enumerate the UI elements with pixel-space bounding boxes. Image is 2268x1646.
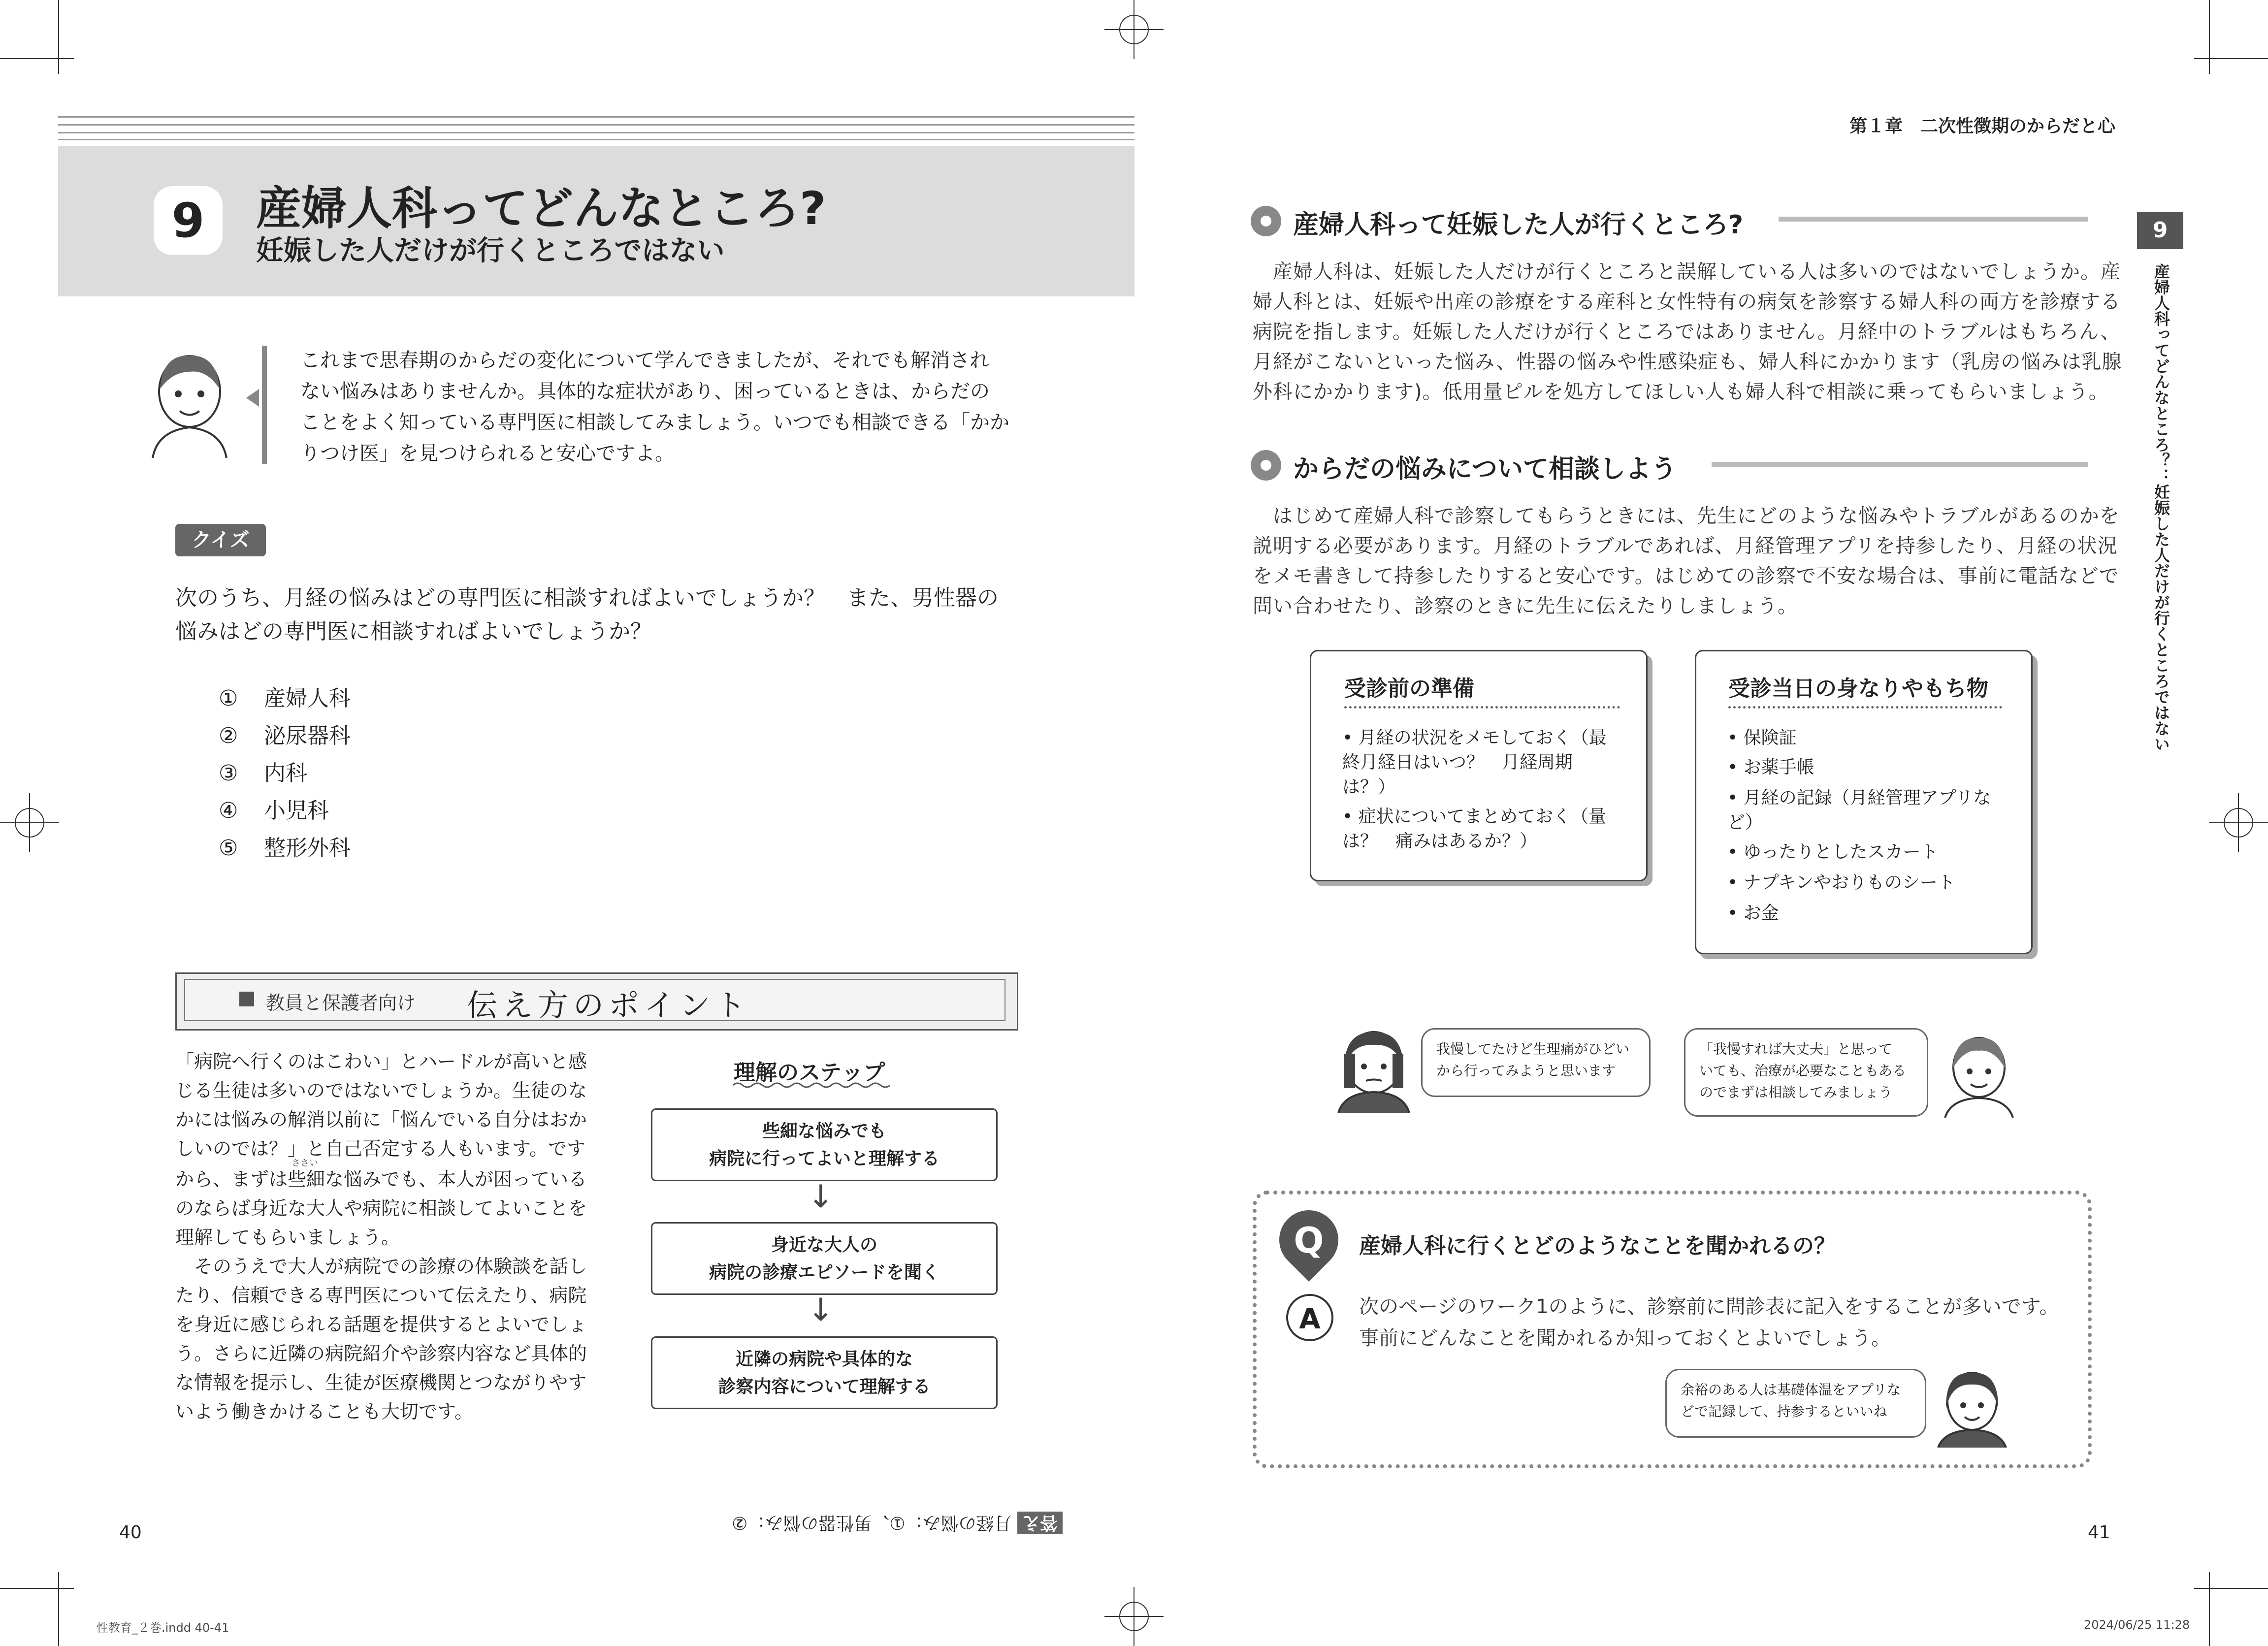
section-text-line: 婦人科とは、妊娠や出産の診療をする産科と女性特有の病気を診察する婦人科の両方を診療する: [1253, 290, 2121, 313]
chapter-header: 第１章 二次性徴期のからだと心: [1849, 116, 2116, 136]
speech-pointer: [246, 389, 259, 407]
points-body-line: たり、信頼できる専門医について伝えたり、病院: [175, 1285, 587, 1306]
section-heading: からだの悩みについて相談しよう: [1293, 454, 1677, 484]
prep-item: は？）: [1342, 777, 1396, 797]
step-box: 身近な大人の 病院の診療エピソードを聞く: [651, 1222, 998, 1295]
prep-item: • 症状についてまとめておく（量: [1342, 807, 1606, 827]
intro-text-line: りつけ医」を見つけられると安心ですよ。: [300, 442, 675, 465]
crop-mark: [58, 1572, 59, 1646]
crop-mark: [2209, 1572, 2210, 1646]
day-item: • ナプキンやおりものシート: [1727, 872, 1955, 893]
prep-card-title: 受診前の準備: [1344, 676, 1474, 701]
day-item: • 月経の記録（月経管理アプリな: [1727, 788, 1991, 808]
section-text-line: 説明する必要があります。月経のトラブルであれば、月経管理アプリを持参したり、月経の状況: [1253, 535, 2118, 557]
quiz-option: ③ 内科: [219, 761, 307, 786]
section-text-line: 病院を指します。妊娠した人だけが行くところではありません。月経中のトラブルはもちろん、: [1253, 321, 2121, 343]
points-body-line: じる生徒は多いのではないでしょうか。生徒のな: [175, 1080, 587, 1101]
header-stripe: [58, 132, 1134, 133]
side-tab-number: 9: [2137, 212, 2183, 249]
teacher-illustration: [148, 345, 231, 458]
day-item: • お薬手帳: [1727, 757, 1814, 777]
crop-mark: [2209, 0, 2210, 74]
section-bullet-icon: [1251, 450, 1281, 481]
page-number-right: 41: [2088, 1522, 2110, 1543]
tip-bubble: 余裕のある人は基礎体温をアプリな どで記録して、持参するといいね: [1665, 1369, 1926, 1438]
quiz-label: クイズ: [175, 524, 266, 556]
day-item: • 保険証: [1727, 728, 1797, 748]
header-stripe: [58, 139, 1134, 140]
quiz-option: ② 泌尿器科: [219, 723, 351, 748]
points-heading: 伝え方のポイント: [467, 987, 751, 1023]
quiz-option: ① 産婦人科: [219, 686, 351, 711]
teacher-illustration: [1942, 1029, 2016, 1118]
crop-mark: [0, 58, 74, 59]
section-rule: [1712, 462, 2088, 467]
prep-item: は？ 痛みはあるか？）: [1342, 831, 1538, 851]
speech-bubble: 我慢してたけど生理痛がひどい から行ってみようと思います: [1421, 1028, 1651, 1097]
points-body-line: しいのでは？」と自己否定する人もいます。です: [175, 1138, 585, 1160]
intro-text-line: ない悩みはありませんか。具体的な症状があり、困っているときは、からだの: [300, 380, 990, 403]
section-heading: 産婦人科って妊娠した人が行くところ?: [1293, 210, 1744, 240]
section-text-line: 月経がこないといった悩み、性器の悩みや性感染症も、婦人科にかかります（乳房の悩みは乳腺: [1253, 351, 2122, 373]
day-card-title: 受診当日の身なりやもち物: [1728, 676, 1988, 701]
square-bullet-icon: [239, 992, 254, 1006]
section-text-line: 問い合わせたり、診察のときに先生に伝えたりしましょう。: [1253, 595, 1798, 617]
quiz-option: ④ 小児科: [219, 798, 329, 823]
prep-item: 終月経日はいつ？ 月経周期: [1342, 752, 1573, 773]
header-stripe: [58, 116, 1134, 118]
points-body-line: な情報を提示し、生徒が医療機関とつながりやす: [175, 1372, 587, 1393]
intro-rule: [262, 346, 267, 464]
intro-text-line: これまで思春期のからだの変化について学んできましたが、それでも解消され: [300, 349, 990, 372]
card-divider: [1728, 706, 2002, 709]
points-body-line: かには悩みの解消以前に「悩んでいる自分はおか: [175, 1109, 587, 1130]
section-text-line: 産婦人科は、妊娠した人だけが行くところと誤解している人は多いのではないでしょうか。産: [1253, 260, 2121, 283]
points-body-line: 「病院へ行くのはこわい」とハードルが高いと感: [175, 1051, 587, 1072]
header-stripe: [58, 124, 1134, 126]
registration-mark: [2209, 793, 2268, 852]
page-number-left: 40: [119, 1522, 142, 1543]
arrow-down-icon: ↓: [808, 1179, 834, 1215]
day-item: ど）: [1727, 812, 1763, 833]
points-audience: 教員と保護者向け: [266, 992, 416, 1014]
crop-mark: [58, 0, 59, 74]
day-item: • お金: [1727, 903, 1779, 923]
footer-file: 性教育_２巻.indd 40-41: [97, 1621, 229, 1635]
intro-text-line: ことをよく知っている専門医に相談してみましょう。いつでも相談できる「かか: [300, 411, 1009, 434]
day-item: • ゆったりとしたスカート: [1727, 842, 1939, 862]
page-title: 産婦人科ってどんなところ?: [256, 182, 826, 235]
crop-mark: [2194, 58, 2268, 59]
prep-item: • 月経の状況をメモしておく（最: [1342, 728, 1607, 748]
points-body-line: そのうえで大人が病院での診療の体験談を話し: [175, 1256, 587, 1277]
student-illustration: [1935, 1364, 2009, 1448]
side-tab-title: 産婦人科ってどんなところ？：妊娠した人だけが行くところではない: [2152, 263, 2171, 752]
step-box: 近隣の病院や具体的な 診察内容について理解する: [651, 1336, 998, 1409]
footer-timestamp: 2024/06/25 11:28: [2084, 1618, 2190, 1632]
page-subtitle: 妊娠した人だけが行くところではない: [256, 235, 725, 267]
student-illustration: [1334, 1024, 1413, 1113]
qa-answer-line: 事前にどんなことを聞かれるか知っておくとよいでしょう。: [1359, 1327, 1891, 1350]
qa-question: 産婦人科に行くとどのようなことを聞かれるの？: [1359, 1233, 1836, 1259]
section-text-line: をメモ書きして持参したりすると安心です。はじめての診察で不安な場合は、事前に電話などで: [1253, 565, 2119, 587]
qa-answer-line: 次のページのワーク1のように、診察前に問診表に記入をすることが多いです。: [1359, 1295, 2059, 1318]
steps-title: 理解のステップ: [734, 1060, 885, 1085]
answer-upside-down: 答え 月経の悩み：①、男性器の悩み：②: [732, 1512, 1063, 1537]
points-body-line: を身近に感じられる話題を提供するとよいでしょ: [175, 1314, 587, 1335]
chapter-number-badge: 9: [154, 186, 223, 255]
points-body-line: のならば身近な大人や病院に相談してよいことを: [175, 1197, 587, 1219]
step-box: 些細な悩みでも 病院に行ってよいと理解する: [651, 1108, 998, 1181]
points-body-line: う。さらに近隣の病院紹介や診察内容など具体的: [175, 1343, 587, 1364]
arrow-down-icon: ↓: [808, 1292, 834, 1328]
section-rule: [1779, 217, 2088, 222]
crop-mark: [0, 1588, 74, 1589]
section-bullet-icon: [1251, 206, 1281, 236]
card-divider: [1344, 706, 1620, 709]
registration-mark: [0, 793, 59, 852]
q-letter: Q: [1294, 1220, 1324, 1261]
points-body-line: いよう働きかけることも大切です。: [175, 1401, 473, 1422]
quiz-question-line: 悩みはどの専門医に相談すればよいでしょうか？: [175, 619, 652, 644]
quiz-option: ⑤ 整形外科: [219, 836, 351, 861]
registration-mark: [1104, 1587, 1164, 1646]
crop-mark: [2194, 1588, 2268, 1589]
section-text-line: はじめて産婦人科で診察してもらうときには、先生にどのような悩みやトラブルがあるのかを: [1253, 505, 2120, 527]
speech-bubble: 「我慢すれば大丈夫」と思って いても、治療が必要なこともある のでまずは相談してみましょう: [1684, 1028, 1928, 1117]
ruby-annotation: ささい: [292, 1158, 318, 1168]
quiz-question-line: 次のうち、月経の悩みはどの専門医に相談すればよいでしょうか？ また、男性器の: [175, 585, 999, 611]
a-letter: A: [1286, 1294, 1333, 1341]
wavy-underline: [733, 1081, 890, 1089]
section-text-line: 外科にかかります)。低用量ピルを処方してほしい人も婦人科で相談に乗ってもらいましょう。: [1253, 381, 2109, 403]
points-body-line: 理解してもらいましょう。: [175, 1226, 400, 1248]
registration-mark: [1104, 0, 1164, 59]
points-body-line: から、まずは些細な悩みでも、本人が困っている: [175, 1168, 587, 1190]
